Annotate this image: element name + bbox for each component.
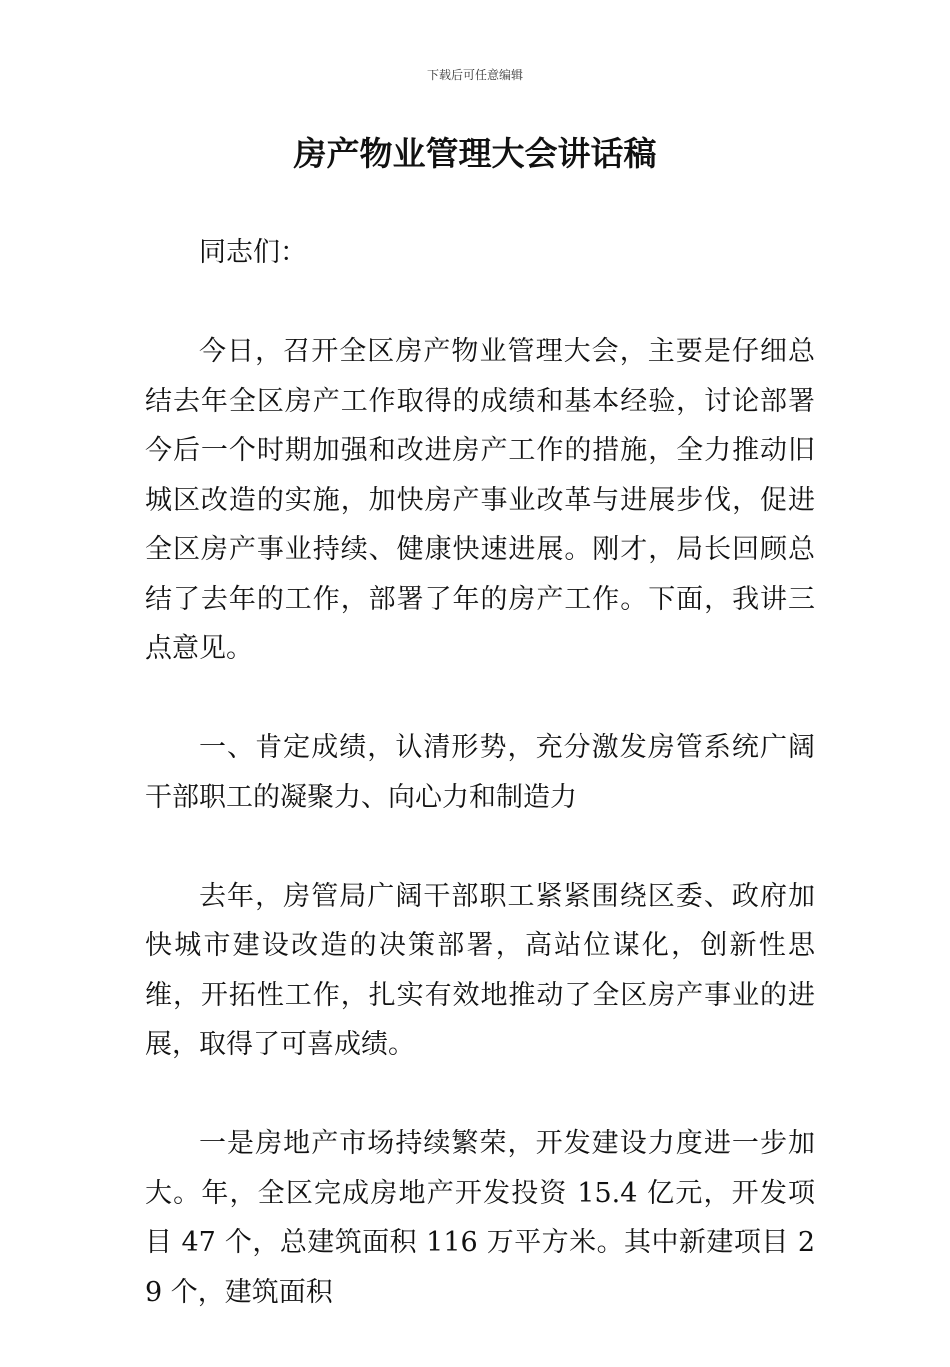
paragraph-market: 一是房地产市场持续繁荣，开发建设力度进一步加大。年，全区完成房地产开发投资 15.4 亿元，开发项目 47 个，总建筑面积 116 万平方米。其中新建项目 29 个，建筑面积	[145, 1128, 815, 1308]
paragraph-intro: 今日，召开全区房产物业管理大会，主要是仔细总结去年全区房产工作取得的成绩和基本经验，讨论部署今后一个时期加强和改进房产工作的措施，全力推动旧城区改造的实施，加快房产事业改革与进展步伐，促进全区房产事业持续、健康快速进展。刚才，局长回顾总结了去年的工作，部署了年的房产工作。下面，我讲三点意见。	[145, 336, 815, 664]
header-note: 下载后可任意编辑	[426, 68, 523, 82]
document-body	[145, 228, 815, 1367]
document-title: 房产物业管理大会讲话稿	[293, 134, 657, 173]
greeting: 同志们：	[199, 237, 307, 268]
paragraph-achievements: 去年，房管局广阔干部职工紧紧围绕区委、政府加快城市建设改造的决策部署，高站位谋化，创新性思维，开拓性工作，扎实有效地推动了全区房产事业的进展，取得了可喜成绩。	[145, 880, 815, 1060]
section-heading-one: 一、肯定成绩，认清形势，充分激发房管系统广阔干部职工的凝聚力、向心力和制造力	[145, 732, 815, 813]
